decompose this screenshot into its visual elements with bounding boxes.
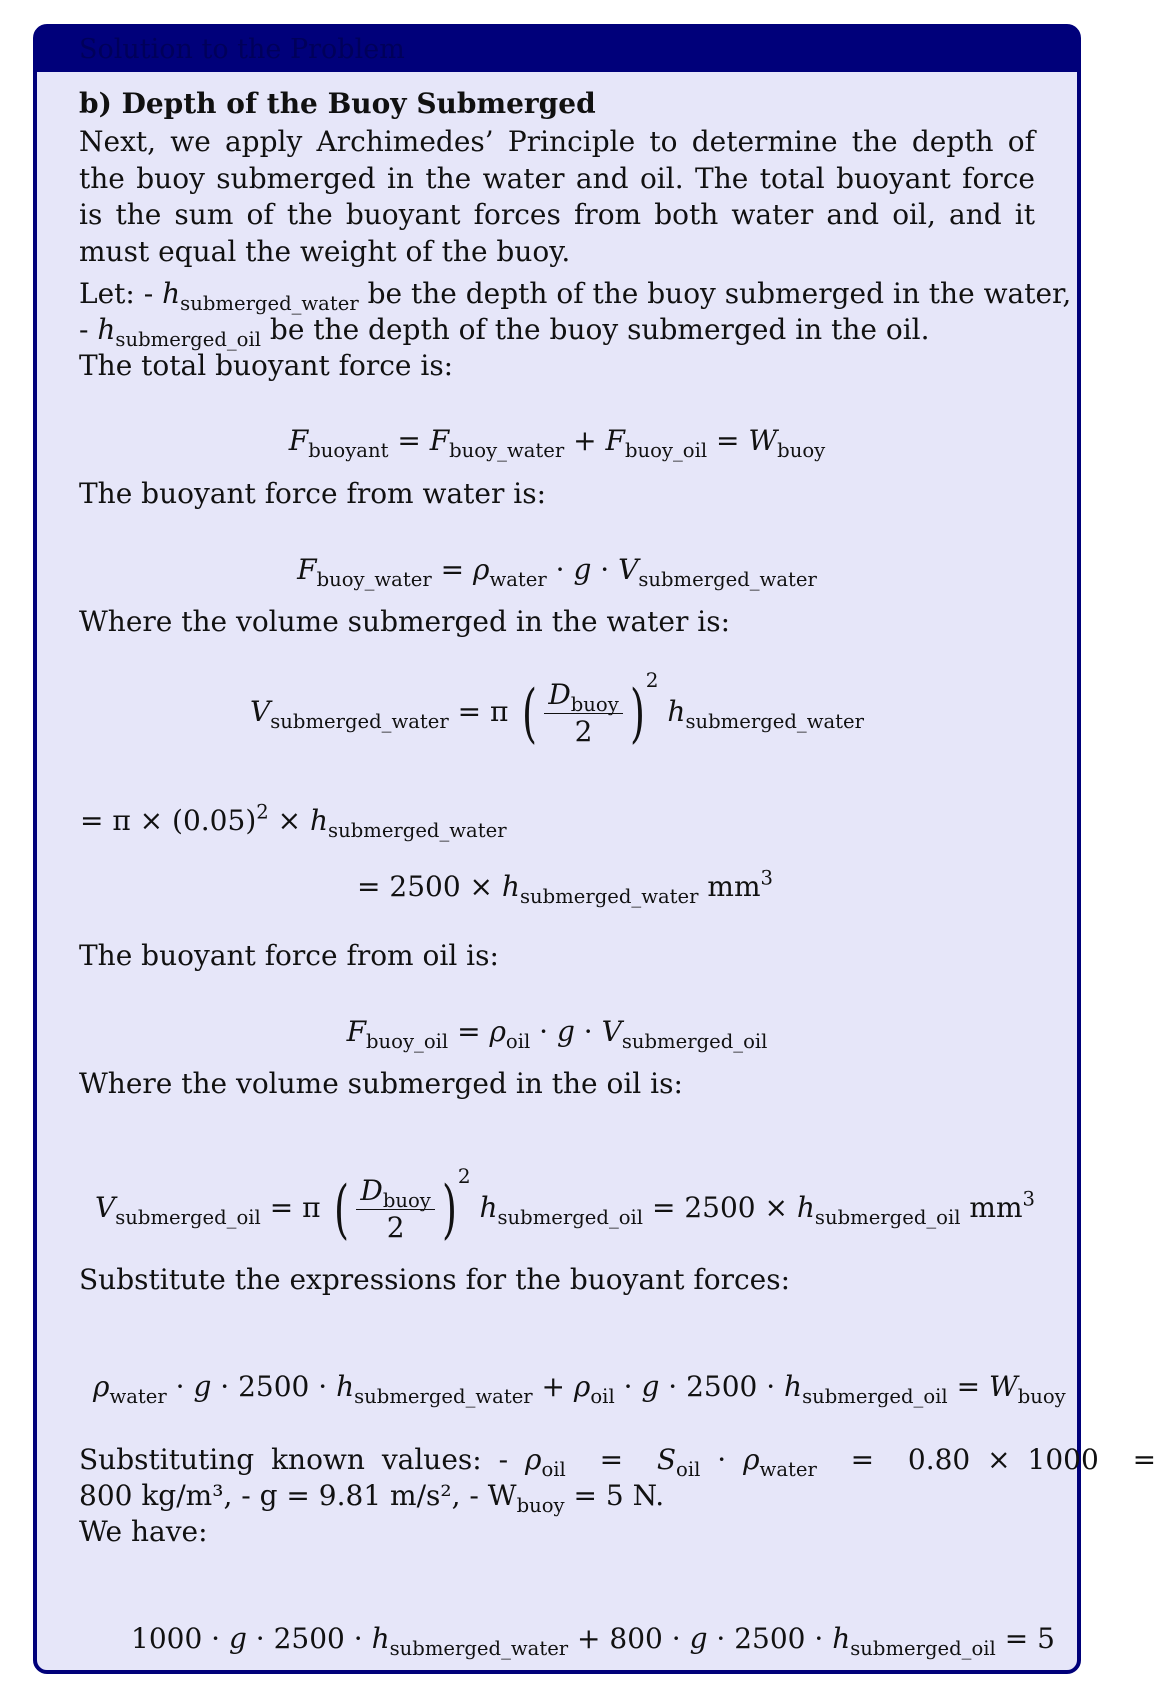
known-values-line2: 800 kg/m³, - g = 9.81 m/s², - $W_{buoy} = 5$ N. bbox=[79, 1479, 665, 1517]
section-heading: b) Depth of the Buoy Submerged bbox=[79, 87, 596, 120]
diameter-fraction-oil: $\frac{D_{buoy}}{2}$ bbox=[356, 1175, 434, 1244]
equation-volume-oil: $V_{submerged\_oil} = \pi$ ( $\frac{D_{buoy}}{2}$ )$^2$ $h_{submerged\_oil} = 2500 \times h_{submerged\_oil}$ $mm^3$ bbox=[95, 1164, 1035, 1247]
oil-intro: The buoyant force from oil is: bbox=[79, 939, 499, 972]
let-water-line: Let: - $h_{submerged\_water}$ be the depth of the buoy submerged in the water, bbox=[79, 277, 1072, 315]
intro-paragraph: Next, we apply Archimedes’ Principle to determine the depth of the buoy submerged in the water and oil. The total buoyant force is the sum of the buoyant forces from both water and oil, and it must equal the weight of the buoy. bbox=[79, 125, 1035, 268]
vol-oil-intro: Where the volume submerged in the oil is: bbox=[79, 1067, 683, 1100]
we-have: We have: bbox=[79, 1515, 208, 1548]
equation-area-expansion: = $\pi \times (0.05)^2 \times h_{submerged\_water}$ bbox=[80, 800, 507, 842]
equation-total-buoyant: $F_{buoyant} = F_{buoy\_water} + F_{buoy\_oil} = W_{buoy}$ bbox=[288, 424, 826, 462]
diameter-fraction: $\frac{D_{buoy}}{2}$ bbox=[544, 679, 622, 748]
section-content bbox=[79, 84, 1035, 270]
total-intro: The total buoyant force is: bbox=[79, 349, 454, 382]
substitute-intro: Substitute the expressions for the buoyant forces: bbox=[79, 1263, 791, 1296]
equation-buoyant-water: $F_{buoy\_water} = \rho_{water} \cdot g \cdot V_{submerged\_water}$ bbox=[297, 553, 817, 591]
water-intro: The buoyant force from water is: bbox=[79, 477, 547, 510]
solution-box bbox=[33, 24, 1156, 1674]
equation-buoyant-oil: $F_{buoy\_oil} = \rho_{oil} \cdot g \cdot V_{submerged\_oil}$ bbox=[346, 1015, 768, 1053]
equation-final: $1000 \cdot g \cdot 2500 \cdot h_{submerged\_water} + 800 \cdot g \cdot 2500 \cdot h_{submerged\_oil} = 5$ bbox=[131, 1622, 1055, 1660]
equation-volume-water: $V_{submerged\_water} = \pi$ ( $\frac{D_{buoy}}{2}$ )$^2$ $h_{submerged\_water}$ bbox=[250, 668, 864, 751]
vol-water-intro: Where the volume submerged in the water is: bbox=[79, 605, 730, 638]
known-values-line1: Substituting known values: - $\rho_{oil} = S_{oil} \cdot \rho_{water} = 0.80 \times 1000$ = bbox=[79, 1443, 1156, 1481]
equation-area-result: = $2500 \times h_{submerged\_water}$ $mm^3$ bbox=[357, 866, 773, 908]
let-oil-line: - $h_{submerged\_oil}$ be the depth of the buoy submerged in the oil. bbox=[79, 313, 930, 351]
equation-combined: $\rho_{water} \cdot g \cdot 2500 \cdot h_{submerged\_water} + \rho_{oil} \cdot g \cdot 2500 \cdot h_{submerged\_oil} = W_{buoy}$ bbox=[93, 1370, 1066, 1408]
box-title: Solution to the Problem bbox=[79, 34, 405, 65]
box-header bbox=[37, 28, 1077, 72]
